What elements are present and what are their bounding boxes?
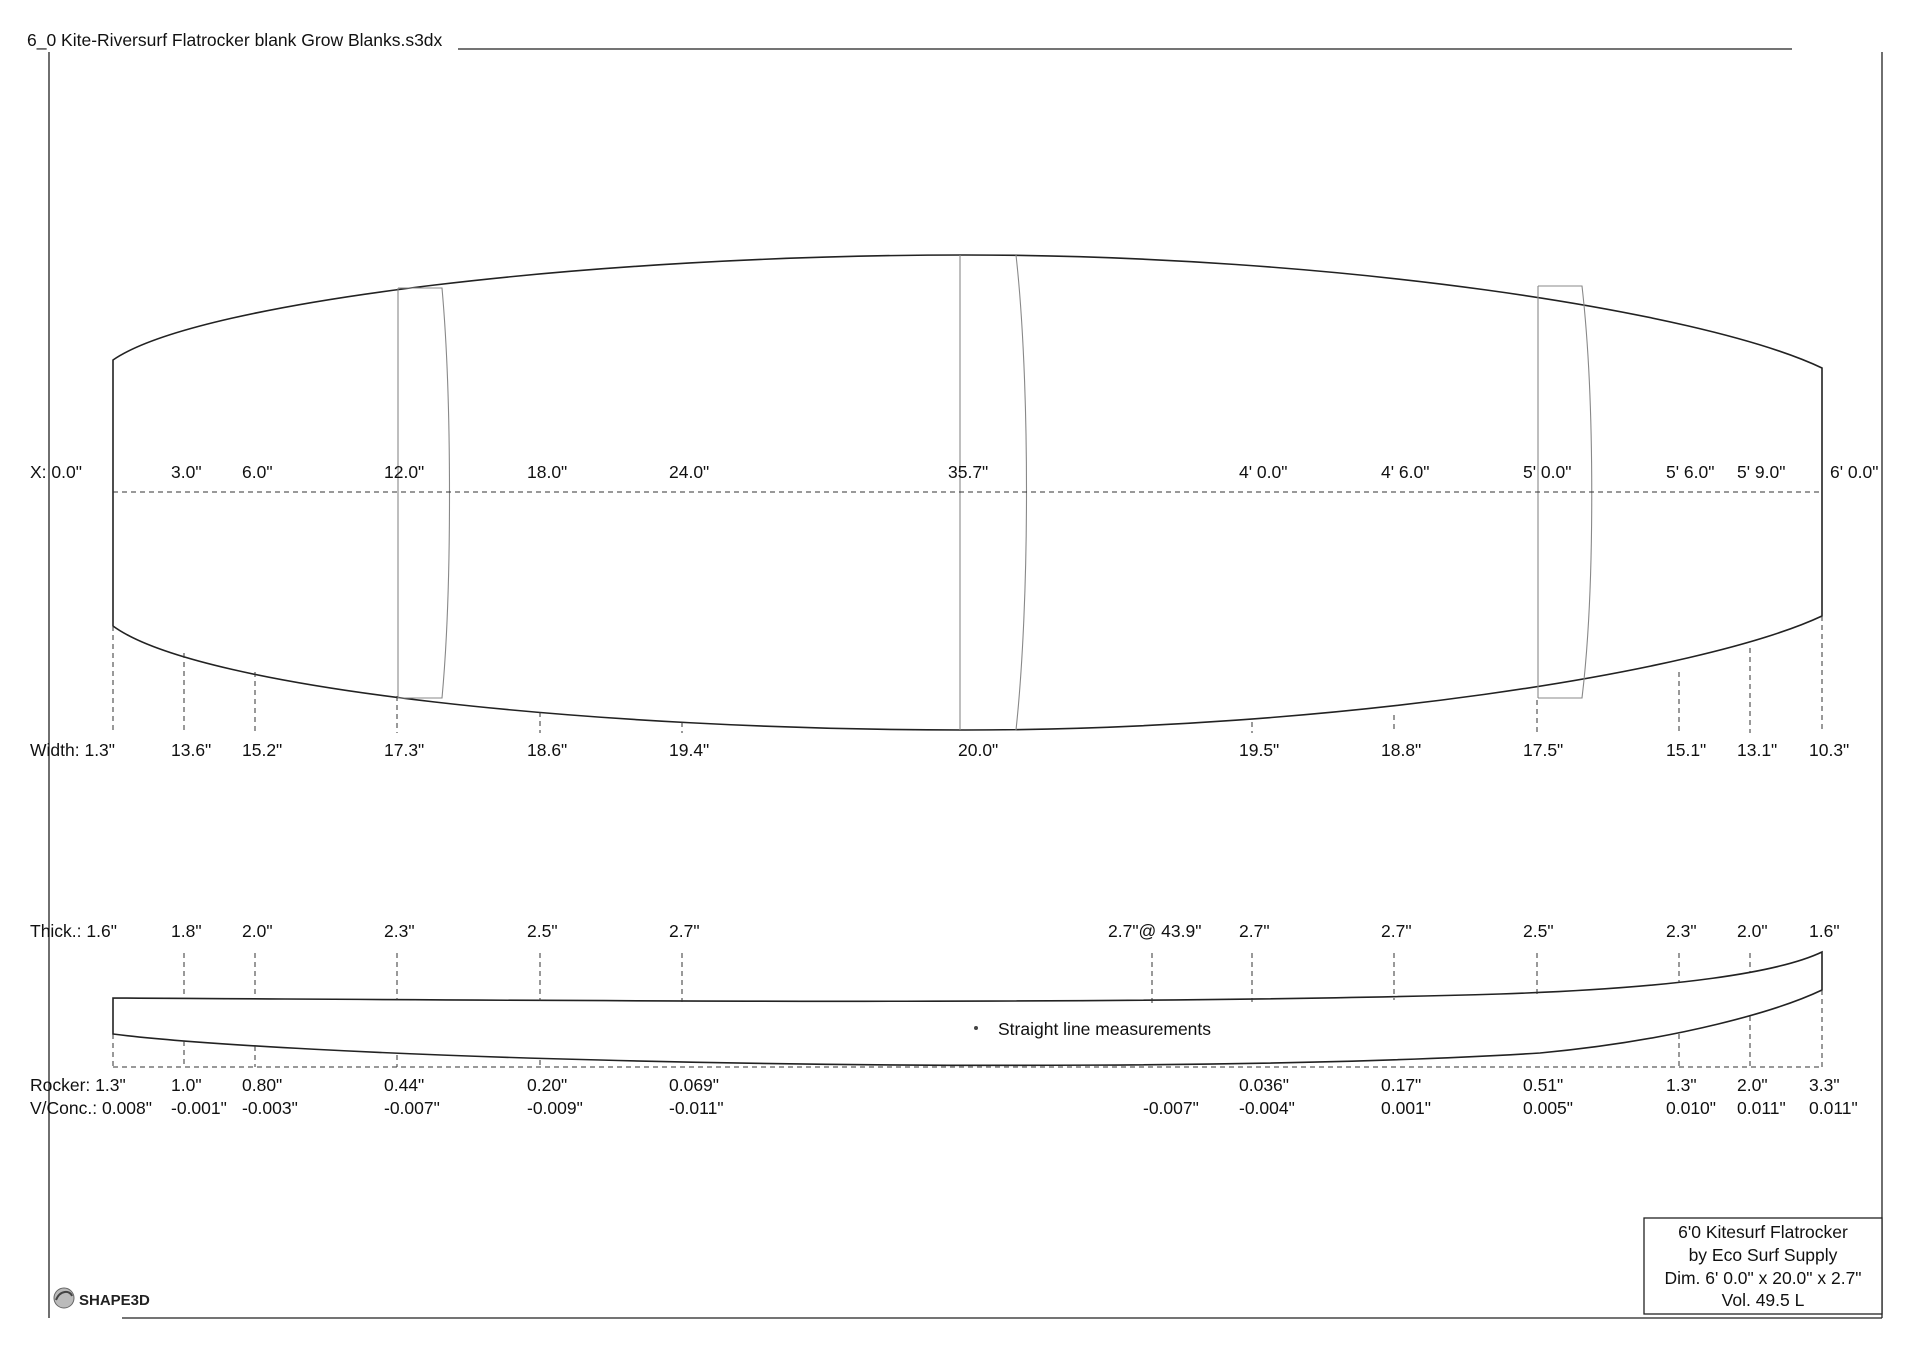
vconc-label: 0.011" — [1737, 1098, 1786, 1118]
x-label: 4' 6.0" — [1381, 462, 1430, 482]
x-row-label: X: 0.0" — [30, 462, 82, 482]
width-label: 17.3" — [384, 740, 425, 760]
rocker-label: 0.44" — [384, 1075, 425, 1095]
file-title: 6_0 Kite-Riversurf Flatrocker blank Grow Blanks.s3dx — [27, 30, 443, 50]
info-line-2: by Eco Surf Supply — [1688, 1245, 1838, 1265]
vconc-label: -0.001" — [171, 1098, 227, 1118]
rocker-label: 2.0" — [1737, 1075, 1768, 1095]
x-label: 5' 0.0" — [1523, 462, 1572, 482]
x-label: 4' 0.0" — [1239, 462, 1288, 482]
profile-view — [113, 952, 1822, 1067]
profile-outline — [113, 952, 1822, 1065]
x-label: 18.0" — [527, 462, 568, 482]
vconc-label: -0.007" — [1143, 1098, 1199, 1118]
vconc-label: 0.001" — [1381, 1098, 1432, 1118]
x-label: 24.0" — [669, 462, 710, 482]
width-label: 18.8" — [1381, 740, 1422, 760]
thick-label: 2.3" — [384, 921, 415, 941]
thick-label: 2.5" — [1523, 921, 1554, 941]
width-label: 10.3" — [1809, 740, 1850, 760]
note-dot — [974, 1026, 978, 1030]
x-label: 5' 6.0" — [1666, 462, 1715, 482]
rocker-labels-row — [30, 1075, 1840, 1095]
width-row-label: Width: 1.3" — [30, 740, 115, 760]
width-labels-row — [30, 740, 1849, 760]
shape3d-logo-text: SHAPE3D — [79, 1292, 150, 1309]
x-label: 35.7" — [948, 462, 989, 482]
thick-label: 2.7" — [1381, 921, 1412, 941]
vconc-label: -0.007" — [384, 1098, 440, 1118]
width-ticks — [113, 616, 1822, 733]
width-label: 17.5" — [1523, 740, 1564, 760]
shape3d-logo — [54, 1288, 150, 1309]
info-line-1: 6'0 Kitesurf Flatrocker — [1678, 1222, 1848, 1242]
rocker-label: 3.3" — [1809, 1075, 1840, 1095]
rocker-label: 0.036" — [1239, 1075, 1290, 1095]
x-label: 6.0" — [242, 462, 273, 482]
thick-label: 2.7" — [1239, 921, 1270, 941]
vconc-label: -0.009" — [527, 1098, 583, 1118]
rocker-label: 1.3" — [1666, 1075, 1697, 1095]
rocker-label: 0.17" — [1381, 1075, 1422, 1095]
straight-line-note: Straight line measurements — [998, 1019, 1212, 1039]
plan-view — [113, 255, 1822, 733]
rocker-label: 0.80" — [242, 1075, 283, 1095]
thick-label: 2.5" — [527, 921, 558, 941]
width-label: 13.1" — [1737, 740, 1778, 760]
width-label: 13.6" — [171, 740, 212, 760]
thick-label: 2.0" — [1737, 921, 1768, 941]
vconc-label: 0.011" — [1809, 1098, 1858, 1118]
info-box — [1644, 1218, 1882, 1314]
rocker-label: 0.51" — [1523, 1075, 1564, 1095]
vconc-label: -0.011" — [669, 1098, 724, 1118]
width-label: 19.5" — [1239, 740, 1280, 760]
vconc-label: -0.004" — [1239, 1098, 1295, 1118]
width-label: 18.6" — [527, 740, 568, 760]
profile-top-ticks — [184, 953, 1822, 1003]
thick-label: 2.7"@ 43.9" — [1108, 921, 1202, 941]
vconc-row-label: V/Conc.: 0.008" — [30, 1098, 152, 1118]
rocker-label: 1.0" — [171, 1075, 202, 1095]
thick-row-label: Thick.: 1.6" — [30, 921, 117, 941]
info-line-4: Vol. 49.5 L — [1721, 1290, 1805, 1310]
rocker-label: 0.20" — [527, 1075, 568, 1095]
rocker-row-label: Rocker: 1.3" — [30, 1075, 126, 1095]
width-label: 19.4" — [669, 740, 710, 760]
vconc-label: 0.005" — [1523, 1098, 1574, 1118]
thick-label: 1.8" — [171, 921, 202, 941]
x-label: 6' 0.0" — [1830, 462, 1879, 482]
thick-label: 2.7" — [669, 921, 700, 941]
x-label: 5' 9.0" — [1737, 462, 1786, 482]
width-label: 15.2" — [242, 740, 283, 760]
thick-labels-row — [30, 921, 1840, 941]
vconc-label: 0.010" — [1666, 1098, 1717, 1118]
x-labels-row — [30, 462, 1878, 482]
thick-label: 2.3" — [1666, 921, 1697, 941]
thick-label: 1.6" — [1809, 921, 1840, 941]
x-label: 3.0" — [171, 462, 202, 482]
vconc-label: -0.003" — [242, 1098, 298, 1118]
width-label: 20.0" — [958, 740, 999, 760]
x-label: 12.0" — [384, 462, 425, 482]
vconc-labels-row — [30, 1098, 1858, 1118]
info-line-3: Dim. 6' 0.0" x 20.0" x 2.7" — [1664, 1268, 1862, 1288]
thick-label: 2.0" — [242, 921, 273, 941]
width-label: 15.1" — [1666, 740, 1707, 760]
rocker-label: 0.069" — [669, 1075, 720, 1095]
panel-left — [398, 288, 450, 698]
